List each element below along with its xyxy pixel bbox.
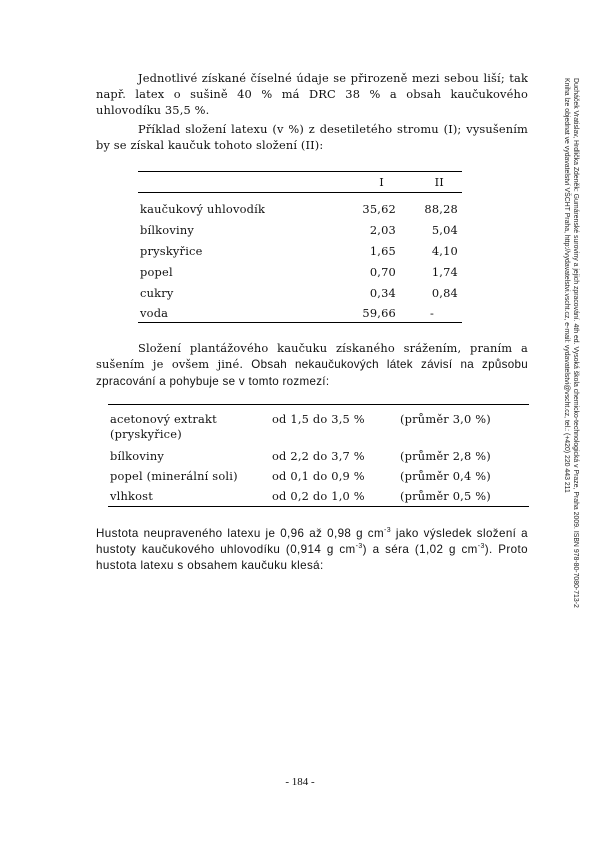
example-paragraph: Příklad složení latexu (v %) z desetiletého stromu (I); vysušením by se získal kaučuk tohoto složení (II): xyxy=(96,122,528,152)
table-row xyxy=(138,240,462,261)
plantation-paragraph xyxy=(96,340,528,390)
table-header-cell: I xyxy=(379,175,384,189)
superscript: -3 xyxy=(384,527,392,535)
density-text: jako výsledek složení a hustoty kaučukového uhlovodíku (0,914 g cm xyxy=(96,527,528,556)
table-cell: od 0,2 do 1,0 % xyxy=(272,489,365,503)
table-row xyxy=(108,449,529,469)
table-cell: cukry xyxy=(140,285,174,300)
table-cell: 88,28 xyxy=(424,201,458,216)
density-text: ) a séra (1,02 g cm xyxy=(362,543,478,556)
table-cell: od 0,1 do 0,9 % xyxy=(272,469,365,483)
table-cell: 59,66 xyxy=(362,305,396,320)
table-header-cell: II xyxy=(434,175,444,189)
table-header-row xyxy=(138,172,462,192)
table-cell: popel xyxy=(140,264,173,279)
table-cell: popel (minerální soli) xyxy=(110,469,238,483)
table-row xyxy=(138,303,462,322)
side-note-text xyxy=(562,78,580,608)
table-cell: pryskyřice xyxy=(140,243,203,258)
table-row xyxy=(138,261,462,282)
table-cell: 0,34 xyxy=(369,285,396,300)
table-cell: 35,62 xyxy=(362,201,396,216)
plantation-paragraph-part2: Obsah nekaučukových látek závisí na způsobu zpracování a pohybuje se v tomto rozmezí: xyxy=(96,358,528,388)
table-cell: voda xyxy=(140,305,169,320)
non-rubber-content-table xyxy=(108,404,529,507)
table-cell: 0,70 xyxy=(369,264,396,279)
superscript: -3 xyxy=(477,543,485,551)
table-cell: (průměr 0,5 %) xyxy=(400,489,491,503)
table-cell: (průměr 2,8 %) xyxy=(400,449,491,463)
table-bottom-rule xyxy=(138,322,462,323)
table-cell: - xyxy=(429,305,434,320)
table-cell: 2,03 xyxy=(369,222,396,237)
table-cell: acetonový extrakt (pryskyřice) xyxy=(110,412,217,441)
table-cell: 1,65 xyxy=(369,243,396,258)
table-cell: od 2,2 do 3,7 % xyxy=(272,449,365,463)
table-cell: 0,84 xyxy=(431,285,458,300)
composition-table xyxy=(138,171,462,323)
density-paragraph xyxy=(96,526,528,574)
table-cell: 4,10 xyxy=(431,243,458,258)
table-row xyxy=(108,469,529,489)
table-cell: (průměr 0,4 %) xyxy=(400,469,491,483)
table-bottom-rule xyxy=(108,506,529,507)
table-cell: bílkoviny xyxy=(110,449,164,463)
table-row xyxy=(108,489,529,506)
table-row xyxy=(108,412,529,449)
table-row xyxy=(138,219,462,240)
superscript: -3 xyxy=(355,543,363,551)
intro-paragraph: Jednotlivé získané číselné údaje se přirozeně mezi sebou liší; tak např. latex o sušině 40 % má DRC 38 % a obsah kaučukového uhlovodíku 35,5 %. xyxy=(96,71,528,117)
plantation-paragraph-part1: Složení plantážového kaučuku získaného srážením, praním a sušením je ovšem jiné. xyxy=(96,341,528,371)
table-cell: 1,74 xyxy=(431,264,458,279)
table-row xyxy=(138,198,462,219)
table-cell: (průměr 3,0 %) xyxy=(400,412,491,426)
page-number: - 184 - xyxy=(285,776,315,788)
side-note-line: Ducháček Vratislav, Hrdlička Zdeněk: Gumárenské suroviny a jejich zpracování. 4th ed. Vysoká škola chemicko-technologická v Praze, Praha 2009. ISBN 978-80-7080-713-2 xyxy=(572,78,579,608)
table-cell: bílkoviny xyxy=(140,222,194,237)
table-row xyxy=(138,282,462,303)
table-cell: vlhkost xyxy=(110,489,153,503)
table-cell: kaučukový uhlovodík xyxy=(140,201,266,216)
density-text: ). Proto hustota latexu s obsahem kaučuku klesá: xyxy=(96,543,528,572)
table-cell: od 1,5 do 3,5 % xyxy=(272,412,365,426)
side-note-line: Kniha lze objednat ve vydavatelství VŠCHT Praha, http://vydavatelstvi.vscht.cz, e-mail: vydavatelstvi@vscht.cz, tel.: (+420) 220 443 211 xyxy=(563,78,570,493)
table-cell: 5,04 xyxy=(431,222,458,237)
density-text: Hustota neupraveného latexu je 0,96 až 0,98 g cm xyxy=(96,527,385,540)
